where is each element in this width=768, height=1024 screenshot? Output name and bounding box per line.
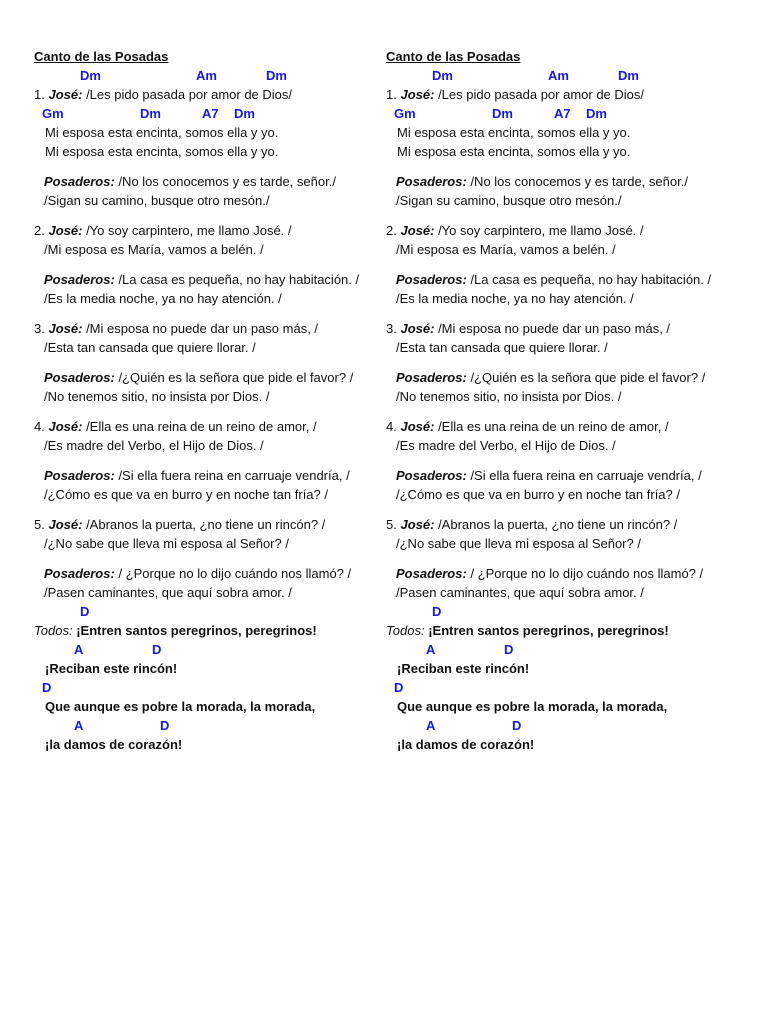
verse-number: 5.	[34, 517, 45, 532]
lyric-line: /Mi esposa es María, vamos a belén. /	[44, 242, 264, 257]
verse-number: 5.	[386, 517, 397, 532]
lyric-line: ¡la damos de corazón!	[45, 737, 183, 752]
lyric-line: /Es madre del Verbo, el Hijo de Dios. /	[396, 438, 616, 453]
lyric-line: /Pasen caminantes, que aquí sobra amor. /	[396, 585, 644, 600]
lyric-text: ¡Entren santos peregrinos, peregrinos!	[428, 623, 669, 638]
chord-line	[34, 66, 394, 85]
lyric-line: Mi esposa esta encinta, somos ella y yo.	[45, 125, 279, 140]
lyric-line	[34, 466, 394, 485]
chord-line	[386, 104, 746, 123]
lyric-text: /¿Quién es la señora que pide el favor? /	[470, 370, 706, 385]
verse-number: 2.	[34, 223, 45, 238]
chord: Gm	[394, 106, 416, 121]
chord: A7	[554, 106, 571, 121]
chord: Am	[548, 68, 569, 83]
song-column-left	[34, 47, 394, 754]
role-jose: José:	[400, 223, 435, 238]
lyric-line: /¿Cómo es que va en burro y en noche tan fría? /	[396, 487, 680, 502]
role-posaderos: Posaderos:	[396, 468, 467, 483]
chord: D	[152, 642, 162, 657]
verse-number: 1.	[34, 87, 45, 102]
lyric-line	[34, 368, 394, 387]
chord: D	[504, 642, 514, 657]
lyric-line	[386, 221, 746, 240]
chord: A	[426, 642, 436, 657]
song-title: Canto de las Posadas	[386, 49, 521, 64]
chord-line	[386, 66, 746, 85]
chord: Dm	[492, 106, 513, 121]
lyric-line: /Es madre del Verbo, el Hijo de Dios. /	[44, 438, 264, 453]
lyric-text: /Ella es una reina de un reino de amor, /	[86, 419, 317, 434]
role-jose: José:	[48, 223, 83, 238]
lyric-text: /Mi esposa no puede dar un paso más, /	[86, 321, 319, 336]
role-posaderos: Posaderos:	[44, 468, 115, 483]
chord: Dm	[432, 68, 453, 83]
role-posaderos: Posaderos:	[44, 370, 115, 385]
lyric-line	[386, 172, 746, 191]
lyric-line	[386, 368, 746, 387]
lyric-text: /No los conocemos y es tarde, señor./	[470, 174, 688, 189]
chord: A	[426, 718, 436, 733]
chord: D	[80, 604, 90, 619]
chord: D	[512, 718, 522, 733]
role-posaderos: Posaderos:	[44, 174, 115, 189]
chord-line	[386, 602, 746, 621]
chord: D	[394, 680, 404, 695]
lyric-text: /La casa es pequeña, no hay habitación. /	[118, 272, 360, 287]
lyric-line: Que aunque es pobre la morada, la morada,	[397, 699, 668, 714]
lyric-text: /La casa es pequeña, no hay habitación. /	[470, 272, 712, 287]
lyric-line	[386, 466, 746, 485]
lyric-text: /No los conocemos y es tarde, señor./	[118, 174, 336, 189]
role-posaderos: Posaderos:	[396, 272, 467, 287]
lyric-text: /Abranos la puerta, ¿no tiene un rincón? /	[86, 517, 326, 532]
role-jose: José:	[48, 517, 83, 532]
lyric-line	[386, 319, 746, 338]
verse-number: 4.	[34, 419, 45, 434]
lyric-text: /Abranos la puerta, ¿no tiene un rincón? /	[438, 517, 678, 532]
chord: A	[74, 642, 84, 657]
lyric-line	[34, 85, 394, 104]
lyric-text: /Yo soy carpintero, me llamo José. /	[86, 223, 292, 238]
lyric-line: /No tenemos sitio, no insista por Dios. /	[396, 389, 622, 404]
role-jose: José:	[400, 419, 435, 434]
chord: Dm	[234, 106, 255, 121]
lyric-line	[34, 417, 394, 436]
lyric-line: /¿No sabe que lleva mi esposa al Señor? /	[44, 536, 289, 551]
lyric-text: /Si ella fuera reina en carruaje vendría, /	[118, 468, 350, 483]
lyric-text: /Mi esposa no puede dar un paso más, /	[438, 321, 671, 336]
verse-number: 2.	[386, 223, 397, 238]
chord: D	[42, 680, 52, 695]
role-jose: José:	[400, 87, 435, 102]
chord-line	[386, 640, 746, 659]
lyric-line: Mi esposa esta encinta, somos ella y yo.	[397, 144, 631, 159]
lyric-line: /Sigan su camino, busque otro mesón./	[396, 193, 622, 208]
lyric-line: /Sigan su camino, busque otro mesón./	[44, 193, 270, 208]
role-jose: José:	[400, 321, 435, 336]
lyric-line: /Es la media noche, ya no hay atención. /	[44, 291, 282, 306]
lyric-line	[34, 564, 394, 583]
lyric-line	[386, 515, 746, 534]
lyric-line: /Esta tan cansada que quiere llorar. /	[44, 340, 256, 355]
chord: Gm	[42, 106, 64, 121]
chord-line	[34, 602, 394, 621]
chord: D	[432, 604, 442, 619]
role-posaderos: Posaderos:	[44, 272, 115, 287]
lyric-line	[386, 85, 746, 104]
lyric-line	[34, 172, 394, 191]
role-posaderos: Posaderos:	[396, 174, 467, 189]
role-posaderos: Posaderos:	[44, 566, 115, 581]
chord-line	[34, 104, 394, 123]
lyric-text: /Les pido pasada por amor de Dios/	[86, 87, 293, 102]
lyric-text: /¿Quién es la señora que pide el favor? /	[118, 370, 354, 385]
verse-number: 4.	[386, 419, 397, 434]
chord-line	[34, 716, 394, 735]
song-title: Canto de las Posadas	[34, 49, 169, 64]
verse-number: 1.	[386, 87, 397, 102]
lyric-text: /Les pido pasada por amor de Dios/	[438, 87, 645, 102]
lyric-line: /Esta tan cansada que quiere llorar. /	[396, 340, 608, 355]
lyric-line: Que aunque es pobre la morada, la morada,	[45, 699, 316, 714]
song-column-right	[386, 47, 746, 754]
lyric-line: Mi esposa esta encinta, somos ella y yo.	[397, 125, 631, 140]
lyric-line: /¿Cómo es que va en burro y en noche tan fría? /	[44, 487, 328, 502]
lyric-line	[386, 417, 746, 436]
chord-line	[34, 678, 394, 697]
role-posaderos: Posaderos:	[396, 566, 467, 581]
lyric-line	[34, 270, 394, 289]
lyric-text: / ¿Porque no lo dijo cuándo nos llamó? /	[470, 566, 704, 581]
lyric-line	[34, 621, 394, 640]
lyric-line: ¡Reciban este rincón!	[397, 661, 530, 676]
chord: Am	[196, 68, 217, 83]
chord: Dm	[586, 106, 607, 121]
chord: Dm	[140, 106, 161, 121]
lyric-line: ¡la damos de corazón!	[397, 737, 535, 752]
lyric-line: Mi esposa esta encinta, somos ella y yo.	[45, 144, 279, 159]
lyric-line: /¿No sabe que lleva mi esposa al Señor? /	[396, 536, 641, 551]
chord: A7	[202, 106, 219, 121]
lyric-line: /Mi esposa es María, vamos a belén. /	[396, 242, 616, 257]
lyric-text: /Yo soy carpintero, me llamo José. /	[438, 223, 644, 238]
lyric-line: /No tenemos sitio, no insista por Dios. /	[44, 389, 270, 404]
role-todos: Todos:	[34, 623, 73, 638]
verse-number: 3.	[386, 321, 397, 336]
chord-line	[386, 716, 746, 735]
chord: Dm	[618, 68, 639, 83]
lyric-line	[34, 319, 394, 338]
lyric-line	[34, 515, 394, 534]
lyric-text: /Ella es una reina de un reino de amor, /	[438, 419, 669, 434]
lyric-line	[34, 221, 394, 240]
chord: Dm	[266, 68, 287, 83]
lyric-line	[386, 564, 746, 583]
lyric-line	[386, 621, 746, 640]
role-jose: José:	[400, 517, 435, 532]
lyric-text: / ¿Porque no lo dijo cuándo nos llamó? /	[118, 566, 352, 581]
chord-line	[34, 640, 394, 659]
lyric-line	[386, 270, 746, 289]
lyric-text: /Si ella fuera reina en carruaje vendría, /	[470, 468, 702, 483]
role-todos: Todos:	[386, 623, 425, 638]
lyric-text: ¡Entren santos peregrinos, peregrinos!	[76, 623, 317, 638]
verse-number: 3.	[34, 321, 45, 336]
chord: A	[74, 718, 84, 733]
role-posaderos: Posaderos:	[396, 370, 467, 385]
lyric-line: /Pasen caminantes, que aquí sobra amor. /	[44, 585, 292, 600]
role-jose: José:	[48, 419, 83, 434]
chord: Dm	[80, 68, 101, 83]
chord: D	[160, 718, 170, 733]
chord-line	[386, 678, 746, 697]
lyric-line: /Es la media noche, ya no hay atención. /	[396, 291, 634, 306]
lyric-line: ¡Reciban este rincón!	[45, 661, 178, 676]
role-jose: José:	[48, 321, 83, 336]
role-jose: José:	[48, 87, 83, 102]
